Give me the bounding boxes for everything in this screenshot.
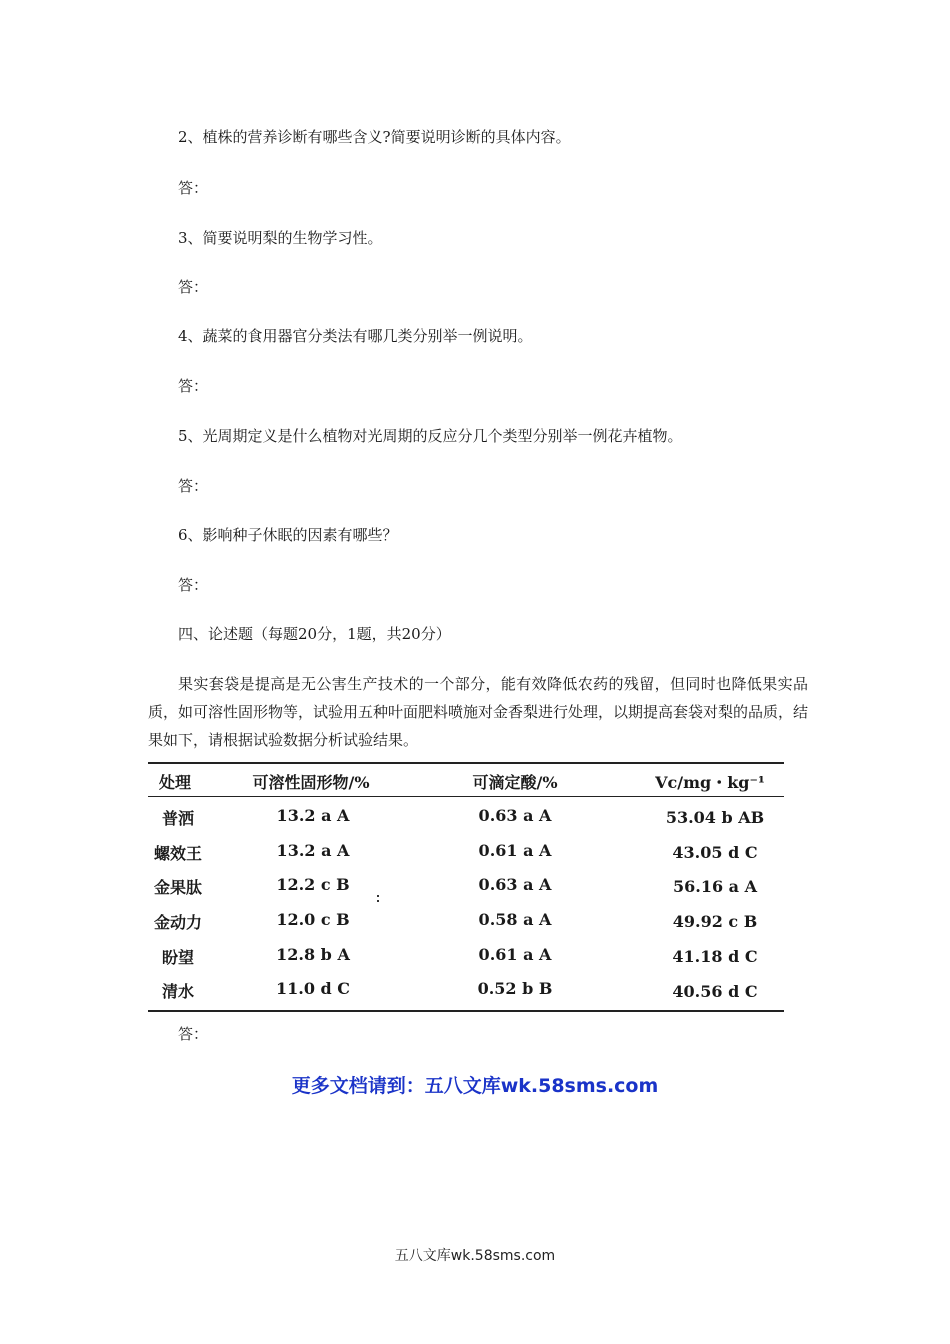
cell-titratable-acid: 0.63 a A [478,875,552,894]
cell-vc: 43.05 d C [672,843,758,862]
final-answer-label: 答： [178,1025,209,1043]
cell-vc: 49.92 c B [672,912,758,931]
question-6: 6、影响种子休眠的因素有哪些？ [178,526,398,544]
question-2: 2、植株的营养诊断有哪些含义?简要说明诊断的具体内容。 [178,128,571,146]
page-footer: 五八文库wk.58sms.com [394,1248,556,1264]
question-3: 3、简要说明梨的生物学习性。 [178,229,383,247]
cell-soluble-solids: 13.2 a A [276,806,350,825]
results-table [148,762,784,1012]
answer-label-5: 答： [178,477,209,495]
table-top-rule [148,762,784,764]
cell-titratable-acid: 0.61 a A [478,841,552,860]
header-titratable-acid: 可滴定酸/% [472,773,558,792]
cell-treatment: 普洒 [161,809,195,828]
cell-vc: 56.16 a A [672,877,758,896]
cell-titratable-acid: 0.58 a A [478,910,552,929]
answer-label-4: 答： [178,377,209,395]
cell-treatment: 清水 [161,982,195,1001]
question-4: 4、蔬菜的食用器官分类法有哪几类分别举一例说明。 [178,327,533,345]
cell-soluble-solids: 11.0 d C [275,979,351,998]
promo-link[interactable]: 更多文档请到：五八文库wk.58sms.com [291,1075,659,1097]
cell-vc: 41.18 d C [672,947,758,966]
cell-soluble-solids: 12.8 b A [276,945,350,964]
header-soluble-solids: 可溶性固形物/% [252,773,370,792]
table-bottom-rule [148,1010,784,1012]
cell-treatment: 盼望 [161,948,195,967]
header-vc: Vc/mg・kg⁻¹ [655,773,765,792]
cell-treatment: 金动力 [153,913,203,932]
section-heading: 四、论述题（每题20分，1题，共20分） [178,625,451,643]
cell-vc: 53.04 b AB [665,808,765,827]
scan-speck [377,895,379,897]
cell-titratable-acid: 0.63 a A [478,806,552,825]
answer-label-6: 答： [178,576,209,594]
cell-titratable-acid: 0.52 b B [477,979,553,998]
answer-label-2: 答： [178,179,209,197]
cell-soluble-solids: 12.0 c B [276,910,350,929]
question-5: 5、光周期定义是什么植物对光周期的反应分几个类型分别举一例花卉植物。 [178,427,683,445]
cell-soluble-solids: 13.2 a A [276,841,350,860]
cell-titratable-acid: 0.61 a A [478,945,552,964]
header-treatment: 处理 [158,773,192,792]
answer-label-3: 答： [178,278,209,296]
essay-paragraph: 果实套袋是提高是无公害生产技术的一个部分，能有效降低农药的残留，但同时也降低果实品质，如可溶性固形物等，试验用五种叶面肥料喷施对金香梨进行处理，以期提高套袋对梨的品质，结果如下，请根据试验数据分析试验结果。 [148,675,809,749]
cell-vc: 40.56 d C [672,982,758,1001]
cell-treatment: 金果肽 [153,878,203,897]
cell-soluble-solids: 12.2 c B [276,875,350,894]
table-header-rule [148,796,784,797]
cell-treatment: 螺效王 [153,844,203,863]
scan-speck [377,900,379,902]
